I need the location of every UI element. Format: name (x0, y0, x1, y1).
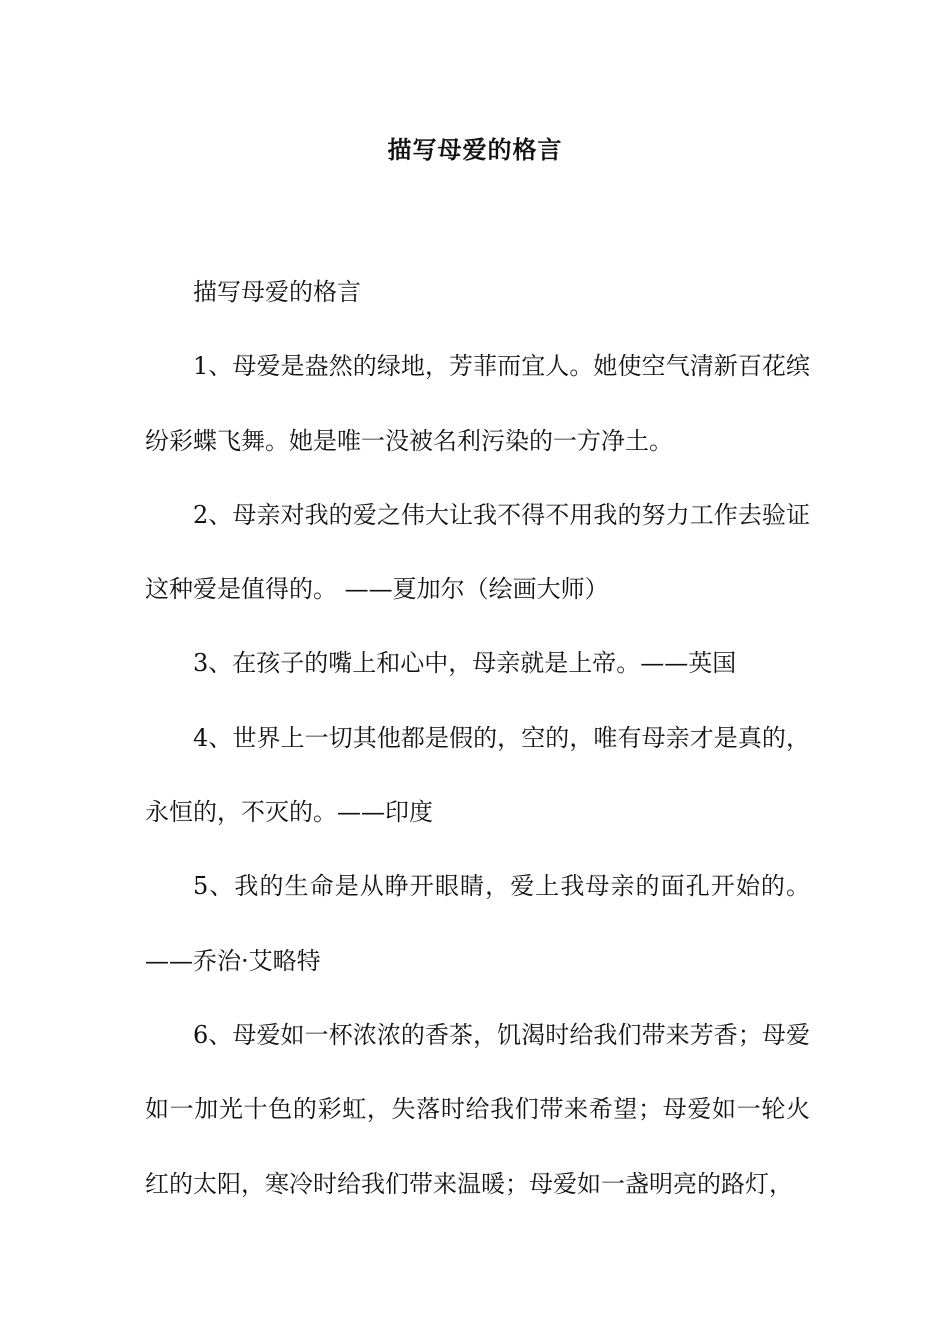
paragraph-heading: 描写母爱的格言 (193, 278, 361, 306)
quote-5: 5、我的生命是从睁开眼睛，爱上我母亲的面孔开始的。——乔治·艾略特 (145, 872, 810, 975)
quote-3: 3、在孩子的嘴上和心中，母亲就是上帝。——英国 (193, 649, 737, 678)
quote-6: 6、母爱如一杯浓浓的香茶，饥渴时给我们带来芳香；母爱如一加光十色的彩虹，失落时给我们带来希望；母爱如一轮火红的太阳，寒冷时给我们带来温暖；母爱如一盏明亮的路灯， (145, 1020, 810, 1198)
document-body (145, 255, 810, 1221)
document-title: 描写母爱的格言 (387, 135, 563, 164)
quote-4: 4、世界上一切其他都是假的，空的，唯有母亲才是真的，永恒的，不灭的。——印度 (145, 723, 810, 827)
quote-2: 2、母亲对我的爱之伟大让我不得不用我的努力工作去验证这种爱是值得的。 ——夏加尔（绘画大师） (145, 500, 810, 604)
quote-1: 1、母爱是盎然的绿地，芳菲而宜人。她使空气清新百花缤纷彩蝶飞舞。她是唯一没被名利污染的一方净土。 (145, 352, 810, 455)
